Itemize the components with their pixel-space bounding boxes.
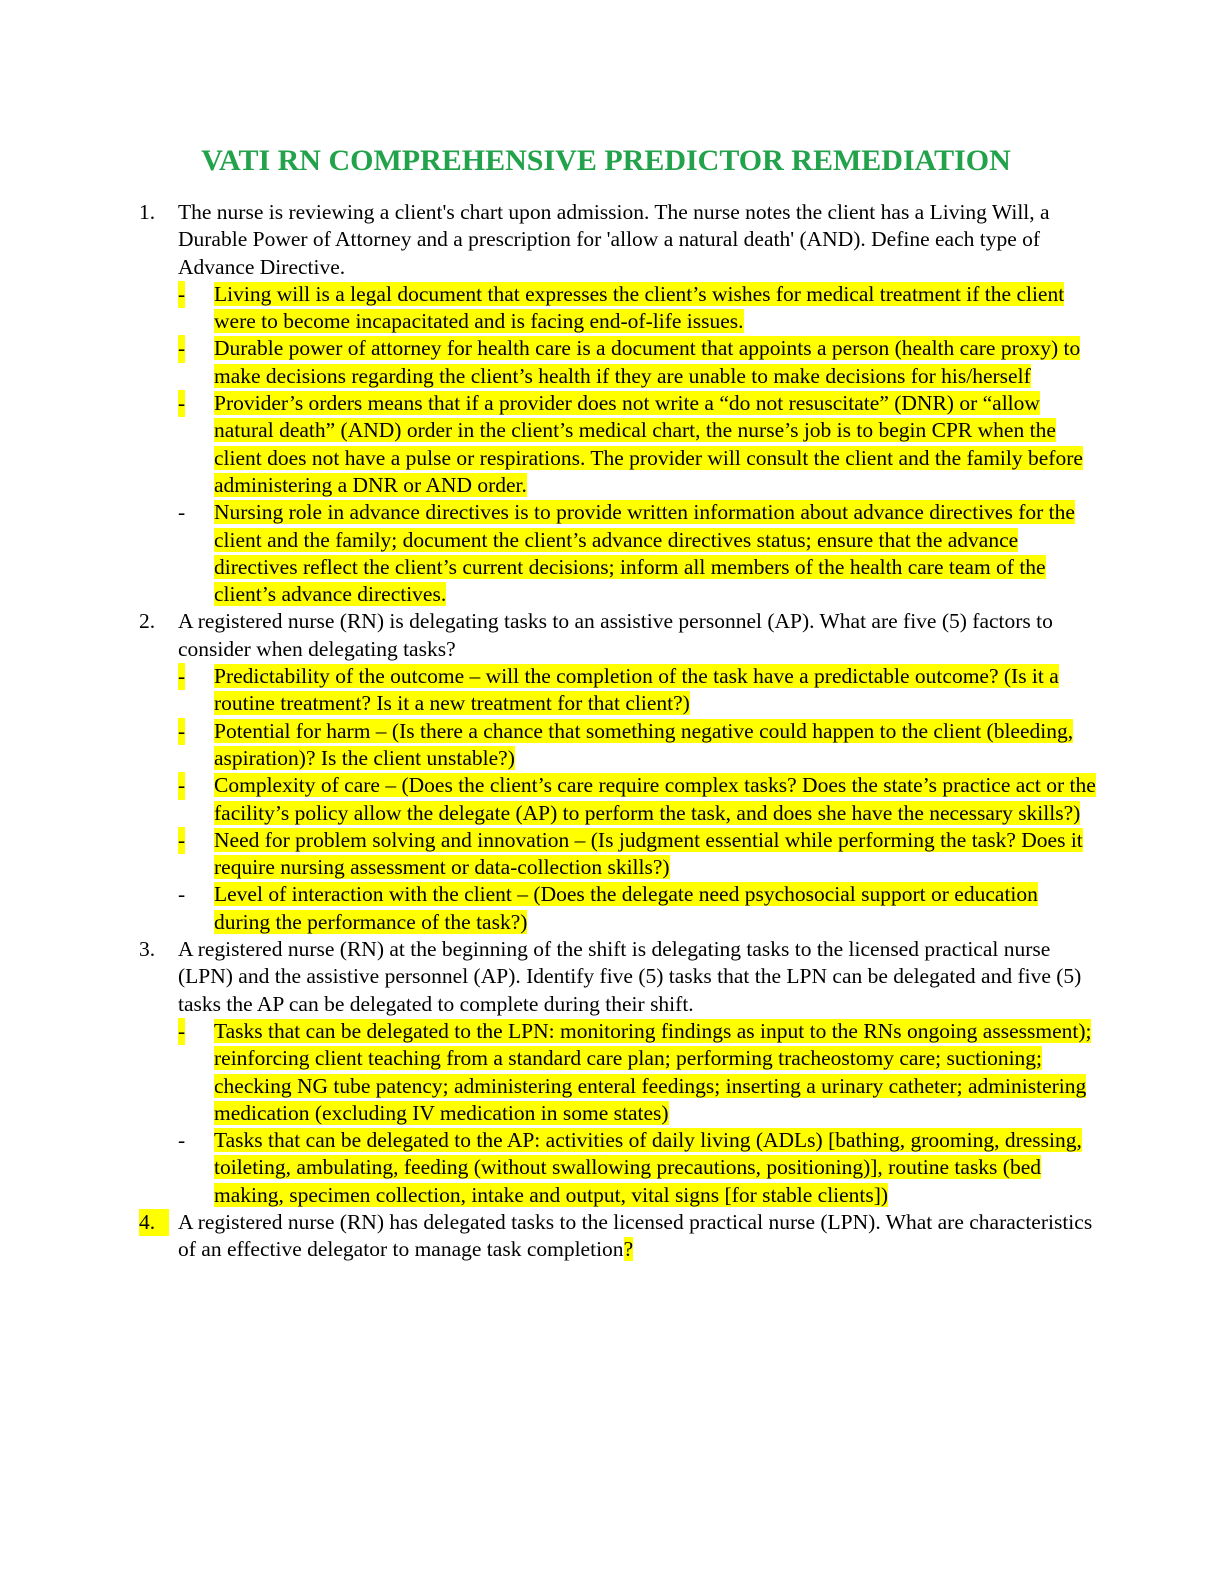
bullet-dash: - — [178, 390, 185, 417]
question-4 — [139, 1209, 1099, 1264]
answer-text: Nursing role in advance directives is to provide written information about advance directives for the client and the family; document the client’s advance directives status; ensure that the advance directives reflect the client’s current decisions; inform all members of the health care team of the client’s advance directives. — [214, 500, 1075, 607]
bullet-dash: - — [178, 772, 185, 799]
bullet-dash: - — [178, 335, 185, 362]
bullet-dash: - — [178, 718, 185, 745]
question-end-mark: ? — [623, 1237, 634, 1262]
bullet-dash: - — [178, 827, 185, 854]
answer-text: Predictability of the outcome – will the completion of the task have a predictable outcome? (Is it a routine treatment? Is it a new treatment for that client?) — [214, 664, 1059, 716]
question-1 — [139, 199, 1099, 281]
question-text: The nurse is reviewing a client's chart upon admission. The nurse notes the client has a Living Will, a Durable Power of Attorney and a prescription for 'allow a natural death' (AND). Define each type of Advance Directive. — [178, 200, 1050, 279]
question-text: A registered nurse (RN) has delegated tasks to the licensed practical nurse (LPN). What are characteristics of an effective delegator to manage task completion — [178, 1209, 1093, 1262]
answer-text: Potential for harm – (Is there a chance that something negative could happen to the client (bleeding, aspiration)? Is the client unstable?) — [214, 718, 1074, 770]
document-title: VATI RN COMPREHENSIVE PREDICTOR REMEDIATION — [201, 144, 1011, 177]
question-number: 4. — [139, 1209, 169, 1236]
answer-text: Tasks that can be delegated to the AP: activities of daily living (ADLs) [bathing, grooming, dressing, toileting, ambulating, feeding (without swallowing precautions, positioning)], routine tasks (bed making, specimen collection, intake and output, vital signs [for stable clients]) — [214, 1128, 1082, 1207]
answer-item — [139, 281, 1099, 336]
bullet-dash: - — [178, 281, 185, 308]
answer-item — [139, 718, 1099, 773]
answer-item — [139, 390, 1099, 499]
answer-item — [139, 772, 1099, 827]
answer-item — [139, 499, 1099, 608]
bullet-dash: - — [178, 663, 185, 690]
bullet-dash: - — [178, 500, 186, 525]
answer-item — [139, 1127, 1099, 1209]
answer-text: Provider’s orders means that if a provider does not write a “do not resuscitate” (DNR) or “allow natural death” (AND) order in the client’s medical chart, the nurse’s job is to begin CPR when the client does not have a pulse or respirations. The provider will consult the client and the family before administering a DNR or AND order. — [214, 391, 1083, 497]
answer-item — [139, 1018, 1099, 1127]
bullet-dash: - — [178, 1128, 186, 1153]
answer-text: Living will is a legal document that expresses the client’s wishes for medical treatment if the client were to become incapacitated and is facing end-of-life issues. — [214, 281, 1065, 334]
answer-item — [139, 827, 1099, 882]
bullet-dash: - — [178, 1018, 185, 1045]
answer-text: Tasks that can be delegated to the LPN: monitoring findings as input to the RNs ongoing assessment); reinforcing client teaching from a standard care plan; performing tracheostomy care; suctioning; checking NG tube patency; administering enteral feedings; inserting a urinary catheter; administering medication (excluding IV medication in some states) — [214, 1018, 1092, 1125]
question-number: 2. — [139, 609, 156, 634]
question-text: A registered nurse (RN) is delegating tasks to an assistive personnel (AP). What are five (5) factors to consider when delegating tasks? — [178, 609, 1053, 661]
question-number: 1. — [139, 200, 156, 224]
answer-item — [139, 663, 1099, 718]
question-2 — [139, 608, 1099, 663]
answer-item — [139, 335, 1099, 390]
question-list — [139, 199, 1099, 1264]
answer-item — [139, 881, 1099, 936]
answer-text: Need for problem solving and innovation – (Is judgment essential while performing the task? Does it require nursing assessment or data-collection skills?) — [214, 827, 1083, 880]
question-3 — [139, 936, 1099, 1018]
answer-text: Complexity of care – (Does the client’s care require complex tasks? Does the state’s practice act or the facility’s policy allow the delegate (AP) to perform the task, and does she have the necessary skills?) — [214, 773, 1096, 825]
bullet-dash: - — [178, 882, 186, 907]
answer-text: Durable power of attorney for health care is a document that appoints a person (health care proxy) to make decisions regarding the client’s health if they are unable to make decisions for his/herself — [214, 336, 1081, 388]
answer-text: Level of interaction with the client – (Does the delegate need psychosocial support or education during the performance of the task?) — [214, 882, 1038, 934]
question-number: 3. — [139, 937, 156, 962]
question-text: A registered nurse (RN) at the beginning of the shift is delegating tasks to the licensed practical nurse (LPN) and the assistive personnel (AP). Identify five (5) tasks that the LPN can be delegated and five (5) tasks the AP can be delegated to complete during their shift. — [178, 937, 1082, 1016]
